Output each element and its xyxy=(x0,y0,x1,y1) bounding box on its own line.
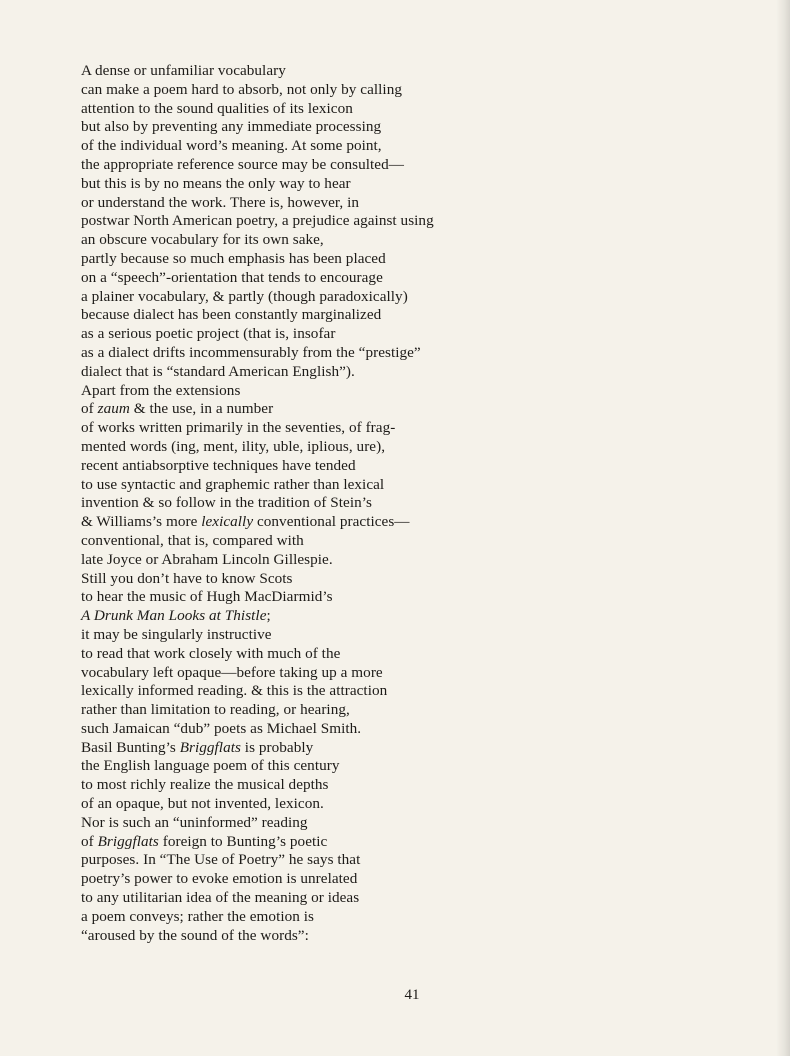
italic-text: lexically xyxy=(201,513,254,531)
text-line xyxy=(81,720,541,739)
text-line xyxy=(81,645,541,664)
text-run: “aroused by the sound of the words”: xyxy=(81,926,309,944)
text-run: the appropriate reference source may be consulted— xyxy=(81,155,404,173)
text-line xyxy=(81,870,541,889)
text-line xyxy=(81,889,541,908)
text-run: of works written primarily in the seventies, of frag- xyxy=(81,419,396,437)
text-run: an obscure vocabulary for its own sake, xyxy=(81,231,324,249)
text-line xyxy=(81,851,541,870)
text-line xyxy=(81,833,541,852)
text-run: of xyxy=(81,832,98,850)
text-run: purposes. In “The Use of Poetry” he says that xyxy=(81,851,361,869)
text-run: attention to the sound qualities of its lexicon xyxy=(81,99,353,117)
text-line xyxy=(81,325,541,344)
text-run: it may be singularly instructive xyxy=(81,625,272,643)
text-line xyxy=(81,476,541,495)
text-run: conventional, that is, compared with xyxy=(81,531,304,549)
text-line xyxy=(81,212,541,231)
text-line xyxy=(81,118,541,137)
text-run: as a serious poetic project (that is, insofar xyxy=(81,325,336,343)
text-line xyxy=(81,814,541,833)
text-line xyxy=(81,288,541,307)
text-run: or understand the work. There is, however, in xyxy=(81,193,360,211)
italic-text: zaum xyxy=(97,400,130,418)
text-run: to read that work closely with much of the xyxy=(81,644,341,662)
text-line xyxy=(81,739,541,758)
text-run: such Jamaican “dub” poets as Michael Smith. xyxy=(81,719,362,737)
text-run: A dense or unfamiliar vocabulary xyxy=(81,62,286,79)
text-run: partly because so much emphasis has been placed xyxy=(81,249,386,267)
text-line xyxy=(81,570,541,589)
text-run: because dialect has been constantly marginalized xyxy=(81,306,382,324)
text-run: foreign to Bunting’s poetic xyxy=(158,832,328,850)
text-run: on a “speech”-orientation that tends to encourage xyxy=(81,268,383,286)
text-run: to hear the music of Hugh MacDiarmid’s xyxy=(81,588,333,606)
text-run: of the individual word’s meaning. At some point, xyxy=(81,137,382,155)
text-run: rather than limitation to reading, or hearing, xyxy=(81,701,350,719)
text-run: conventional practices— xyxy=(253,513,410,531)
body-text xyxy=(81,62,541,945)
text-line xyxy=(81,532,541,551)
text-run: a poem conveys; rather the emotion is xyxy=(81,907,314,925)
text-line xyxy=(81,607,541,626)
text-line xyxy=(81,927,541,946)
text-run: is probably xyxy=(240,738,314,756)
text-run: recent antiabsorptive techniques have tended xyxy=(81,456,356,474)
text-line xyxy=(81,81,541,100)
text-line xyxy=(81,62,541,81)
text-line xyxy=(81,457,541,476)
text-run: & the use, in a number xyxy=(129,400,274,418)
text-run: as a dialect drifts incommensurably from the “prestige” xyxy=(81,343,421,361)
text-line xyxy=(81,551,541,570)
text-line xyxy=(81,363,541,382)
text-run: to any utilitarian idea of the meaning or ideas xyxy=(81,889,360,907)
text-run: Nor is such an “uninformed” reading xyxy=(81,813,308,831)
text-run: Basil Bunting’s xyxy=(81,738,180,756)
page-edge-shadow xyxy=(776,0,790,1056)
text-line xyxy=(81,438,541,457)
text-line xyxy=(81,513,541,532)
text-line xyxy=(81,250,541,269)
text-line xyxy=(81,269,541,288)
text-run: a plainer vocabulary, & partly (though paradoxically) xyxy=(81,287,408,305)
text-line xyxy=(81,776,541,795)
text-line xyxy=(81,400,541,419)
text-run: can make a poem hard to absorb, not only by calling xyxy=(81,80,402,98)
italic-text: Briggflats xyxy=(179,738,241,756)
text-run: postwar North American poetry, a prejudice against using xyxy=(81,212,434,230)
text-run: vocabulary left opaque—before taking up a more xyxy=(81,663,383,681)
text-run: of xyxy=(81,400,98,418)
text-run: ; xyxy=(266,607,271,625)
text-run: invention & so follow in the tradition of Stein’s xyxy=(81,494,372,512)
text-line xyxy=(81,344,541,363)
text-line xyxy=(81,100,541,119)
page-number: 41 xyxy=(404,987,420,1003)
text-line xyxy=(81,626,541,645)
text-line xyxy=(81,231,541,250)
text-line xyxy=(81,175,541,194)
text-run: of an opaque, but not invented, lexicon. xyxy=(81,795,324,813)
text-line xyxy=(81,664,541,683)
text-line xyxy=(81,757,541,776)
text-line xyxy=(81,306,541,325)
text-line xyxy=(81,908,541,927)
text-line xyxy=(81,419,541,438)
text-run: but also by preventing any immediate processing xyxy=(81,118,382,136)
text-line xyxy=(81,194,541,213)
text-line xyxy=(81,494,541,513)
text-run: Still you don’t have to know Scots xyxy=(81,569,293,587)
italic-text: A Drunk Man Looks at Thistle xyxy=(81,607,267,625)
text-run: to use syntactic and graphemic rather than lexical xyxy=(81,475,385,493)
text-line xyxy=(81,156,541,175)
text-run: lexically informed reading. & this is the attraction xyxy=(81,682,388,700)
text-line xyxy=(81,682,541,701)
italic-text: Briggflats xyxy=(97,832,159,850)
text-run: poetry’s power to evoke emotion is unrelated xyxy=(81,870,358,888)
text-run: & Williams’s more xyxy=(81,513,202,531)
text-line xyxy=(81,588,541,607)
text-line xyxy=(81,137,541,156)
text-run: dialect that is “standard American English”). xyxy=(81,362,355,380)
text-run: late Joyce or Abraham Lincoln Gillespie. xyxy=(81,550,333,568)
text-run: to most richly realize the musical depths xyxy=(81,776,329,794)
text-run: mented words (ing, ment, ility, uble, iplious, ure), xyxy=(81,437,386,455)
text-line xyxy=(81,795,541,814)
text-run: but this is by no means the only way to hear xyxy=(81,174,351,192)
text-run: Apart from the extensions xyxy=(81,381,241,399)
text-run: the English language poem of this century xyxy=(81,757,340,775)
text-line xyxy=(81,382,541,401)
text-line xyxy=(81,701,541,720)
